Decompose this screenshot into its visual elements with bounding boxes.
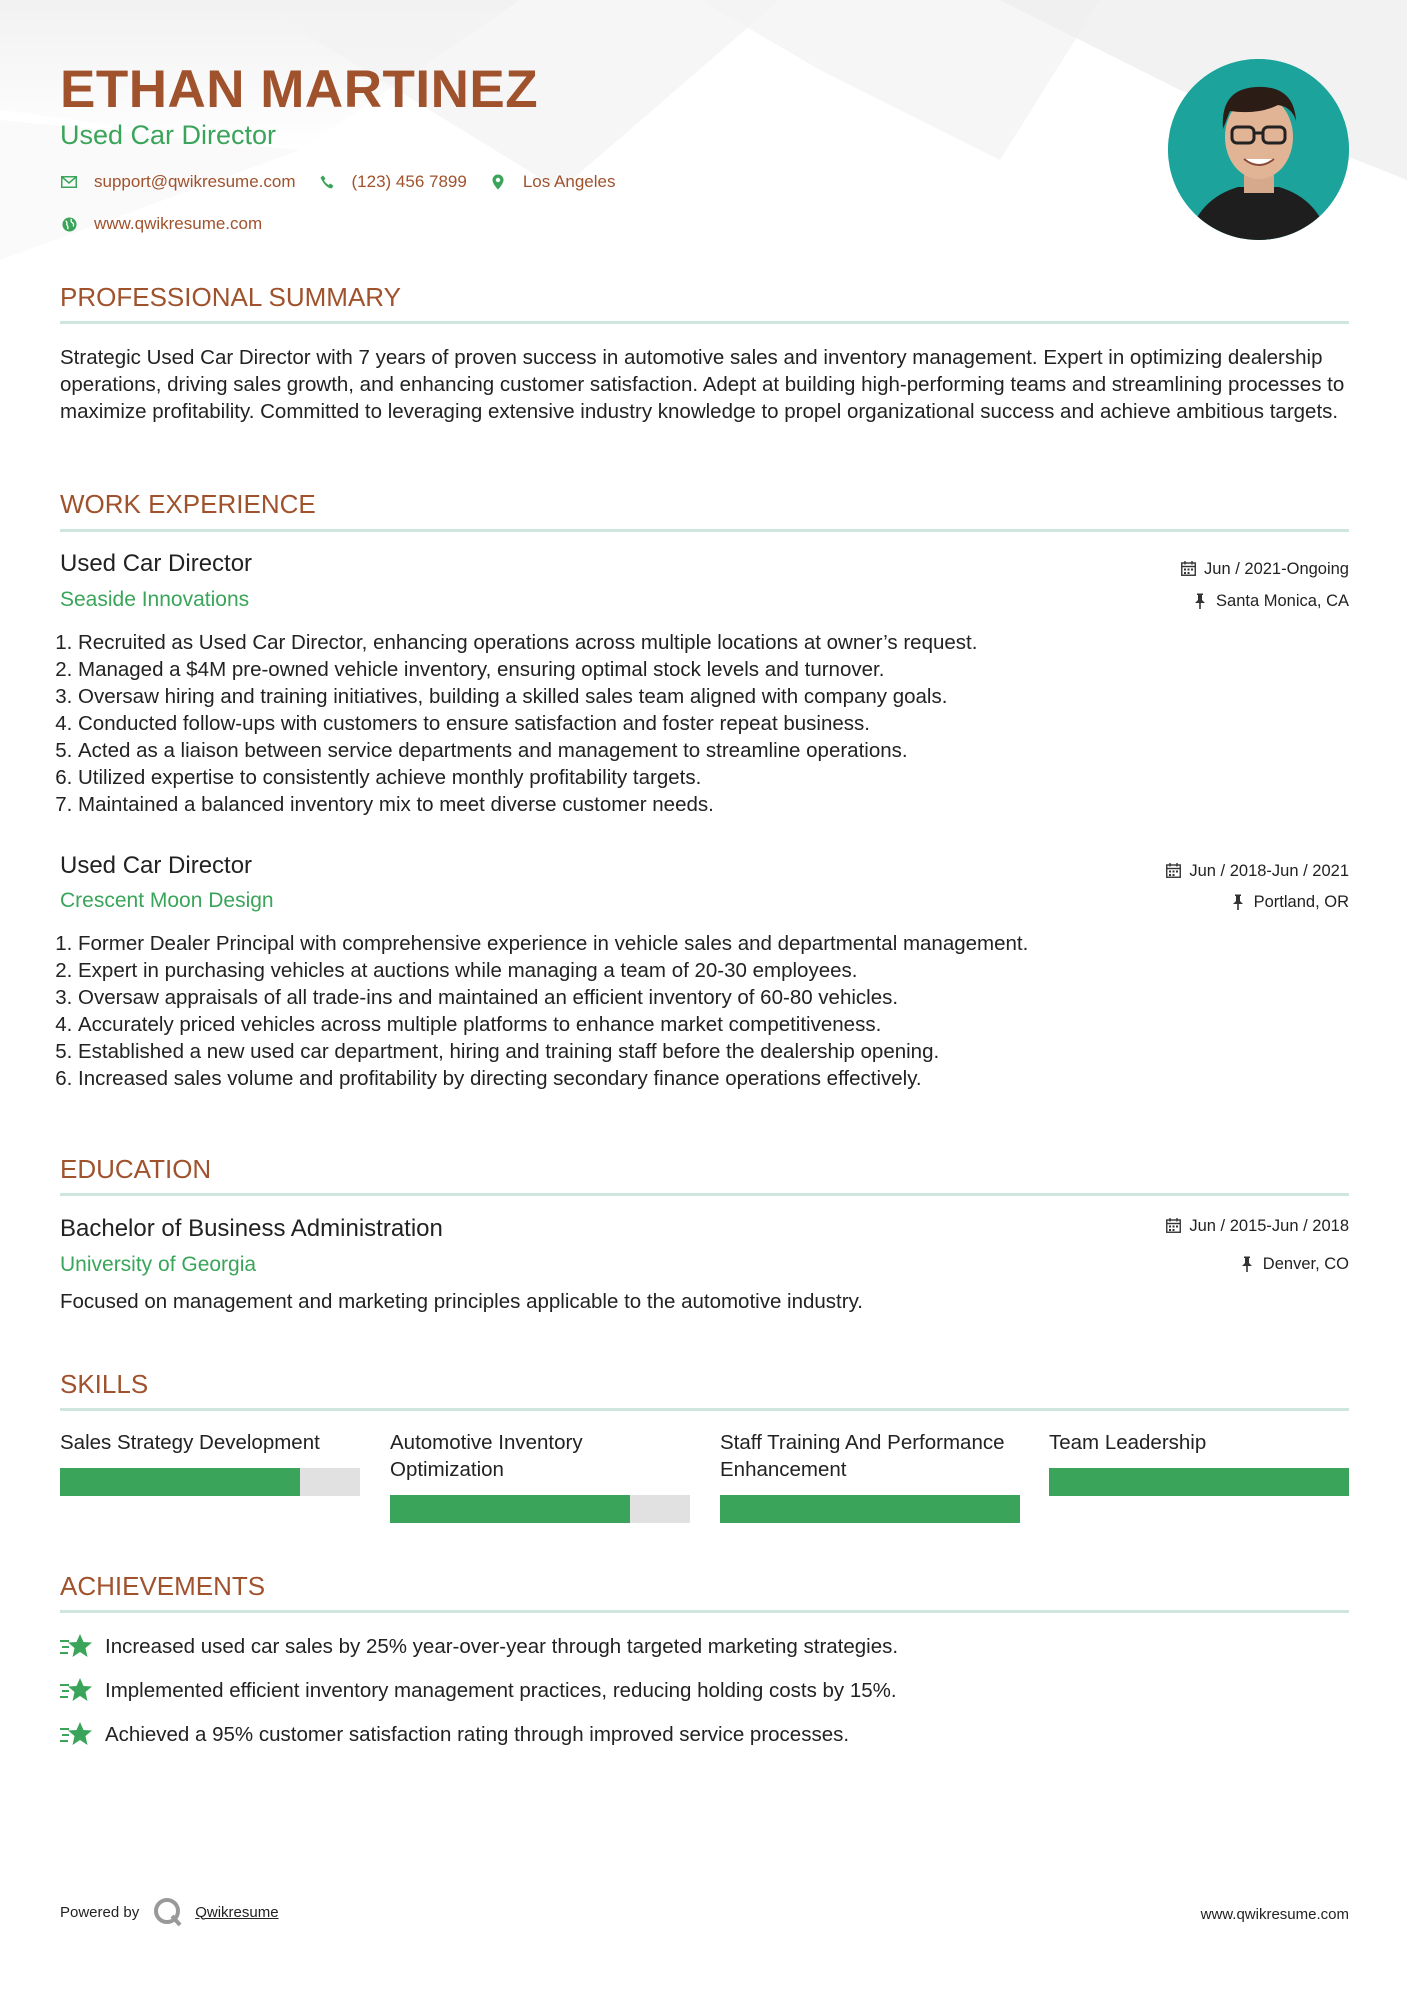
job-2-responsibilities — [60, 930, 1368, 1092]
job-dates — [1166, 860, 1349, 882]
job-dates-text: Jun / 2021-Ongoing — [1204, 560, 1349, 578]
skill-item — [60, 1429, 360, 1456]
qwikresume-logo-icon — [153, 1897, 183, 1927]
contact-row — [60, 172, 637, 192]
skill-level-fill — [720, 1495, 1020, 1523]
education-description: Focused on management and marketing principles applicable to the automotive industry. — [60, 1290, 863, 1313]
skill-level-fill — [1049, 1468, 1349, 1496]
pushpin-icon — [1240, 1256, 1256, 1272]
phone-text: (123) 456 7899 — [351, 172, 467, 191]
contact-location — [489, 172, 616, 192]
envelope-icon — [60, 173, 78, 191]
skill-item — [390, 1429, 690, 1483]
job-role: Used Car Director — [60, 550, 253, 577]
star-award-icon — [60, 1676, 92, 1704]
achievement-item — [60, 1632, 898, 1660]
summary-heading: PROFESSIONAL SUMMARY — [60, 282, 401, 312]
map-pin-icon — [489, 173, 507, 191]
skill-level-fill — [60, 1468, 300, 1496]
job-company: Crescent Moon Design — [60, 889, 274, 912]
summary-text: Strategic Used Car Director with 7 years of proven success in automotive sales and inventory management. Expert in optimizing dealership operations, driving sales growth, and enhancing customer satisfaction. Adept at building high-performing teams and streamlining processes to maximize profitability. Committed to leveraging extensive industry knowledge to propel organizational success and achieve ambitious targets. — [60, 346, 1345, 423]
section-divider — [60, 529, 1349, 532]
achievement-text: Implemented efficient inventory management practices, reducing holding costs by 15%. — [105, 1678, 897, 1702]
job-role: Used Car Director — [60, 852, 253, 879]
job-company: Seaside Innovations — [60, 588, 250, 611]
skill-item — [1049, 1429, 1349, 1456]
skill-level-bar — [60, 1468, 360, 1496]
phone-icon — [318, 173, 336, 191]
calendar-icon — [1166, 863, 1182, 879]
responsibility-item: 6. Utilized expertise to consistently achieve monthly profitability targets. — [78, 764, 1368, 791]
job-location — [1231, 891, 1349, 913]
candidate-name: ETHAN MARTINEZ — [60, 60, 539, 119]
contact-phone[interactable] — [318, 172, 467, 192]
experience-heading: WORK EXPERIENCE — [60, 489, 316, 519]
globe-icon — [60, 215, 78, 233]
star-award-icon — [60, 1632, 92, 1660]
responsibility-item: 1. Former Dealer Principal with comprehensive experience in vehicle sales and departmental management. — [78, 930, 1368, 957]
achievements-heading: ACHIEVEMENTS — [60, 1571, 266, 1601]
footer-powered-by — [60, 1897, 279, 1927]
job-location-text: Santa Monica, CA — [1216, 592, 1349, 610]
education-dates — [1166, 1215, 1349, 1237]
job-dates-text: Jun / 2018-Jun / 2021 — [1189, 862, 1349, 880]
powered-by-label: Powered by — [60, 1903, 140, 1921]
education-location-text: Denver, CO — [1262, 1255, 1349, 1273]
education-heading: EDUCATION — [60, 1154, 212, 1184]
skill-name: Team Leadership — [1049, 1431, 1207, 1454]
education-dates-text: Jun / 2015-Jun / 2018 — [1189, 1217, 1349, 1235]
responsibility-item: 6. Increased sales volume and profitability by directing secondary finance operations effectively. — [78, 1065, 1368, 1092]
skill-name: Sales Strategy Development — [60, 1431, 320, 1454]
section-divider — [60, 321, 1349, 324]
responsibility-item: 4. Accurately priced vehicles across multiple platforms to enhance market competitiveness. — [78, 1011, 1368, 1038]
achievement-item — [60, 1676, 897, 1704]
section-divider — [60, 1193, 1349, 1196]
skill-name: Staff Training And Performance Enhancement — [720, 1431, 1005, 1481]
contact-email[interactable] — [60, 172, 296, 192]
website-text: www.qwikresume.com — [94, 214, 263, 233]
responsibility-item: 5. Established a new used car department, hiring and training staff before the dealership opening. — [78, 1038, 1368, 1065]
contact-row-website — [60, 214, 284, 234]
job-location-text: Portland, OR — [1253, 893, 1349, 911]
calendar-icon — [1181, 561, 1197, 577]
skill-level-bar — [1049, 1468, 1349, 1496]
profile-photo — [1168, 59, 1349, 240]
email-text: support@qwikresume.com — [94, 172, 296, 191]
responsibility-item: 2. Managed a $4M pre-owned vehicle inventory, ensuring optimal stock levels and turnover. — [78, 656, 1368, 683]
responsibility-item: 4. Conducted follow-ups with customers to ensure satisfaction and foster repeat business. — [78, 710, 1368, 737]
responsibility-item: 1. Recruited as Used Car Director, enhancing operations across multiple locations at owner’s request. — [78, 629, 1368, 656]
star-award-icon — [60, 1720, 92, 1748]
section-divider — [60, 1610, 1349, 1613]
pushpin-icon — [1231, 894, 1247, 910]
skill-level-fill — [390, 1495, 630, 1523]
achievement-text: Achieved a 95% customer satisfaction rating through improved service processes. — [105, 1722, 850, 1746]
job-dates — [1181, 558, 1349, 580]
contact-website[interactable] — [60, 214, 262, 234]
skills-heading: SKILLS — [60, 1369, 149, 1399]
skill-name: Automotive Inventory Optimization — [390, 1431, 583, 1481]
achievement-text: Increased used car sales by 25% year-over-year through targeted marketing strategies. — [105, 1634, 899, 1658]
responsibility-item: 3. Oversaw appraisals of all trade-ins and maintained an efficient inventory of 60-80 vehicles. — [78, 984, 1368, 1011]
footer-website[interactable]: www.qwikresume.com — [1200, 1906, 1349, 1923]
candidate-title: Used Car Director — [60, 120, 277, 150]
job-1-responsibilities — [60, 629, 1368, 818]
location-text: Los Angeles — [522, 172, 616, 191]
responsibility-item: 5. Acted as a liaison between service departments and management to streamline operations. — [78, 737, 1368, 764]
skill-level-bar — [390, 1495, 690, 1523]
responsibility-item: 7. Maintained a balanced inventory mix to meet diverse customer needs. — [78, 791, 1368, 818]
school-name: University of Georgia — [60, 1253, 257, 1276]
education-location — [1240, 1253, 1349, 1275]
pushpin-icon — [1193, 593, 1209, 609]
degree-name: Bachelor of Business Administration — [60, 1215, 443, 1242]
calendar-icon — [1166, 1218, 1182, 1234]
responsibility-item: 2. Expert in purchasing vehicles at auctions while managing a team of 20-30 employees. — [78, 957, 1368, 984]
qwikresume-link[interactable]: Qwikresume — [195, 1903, 279, 1921]
responsibility-item: 3. Oversaw hiring and training initiatives, building a skilled sales team aligned with company goals. — [78, 683, 1368, 710]
skill-level-bar — [720, 1495, 1020, 1523]
job-location — [1193, 590, 1349, 612]
skill-item — [720, 1429, 1020, 1483]
section-divider — [60, 1408, 1349, 1411]
achievement-item — [60, 1720, 849, 1748]
